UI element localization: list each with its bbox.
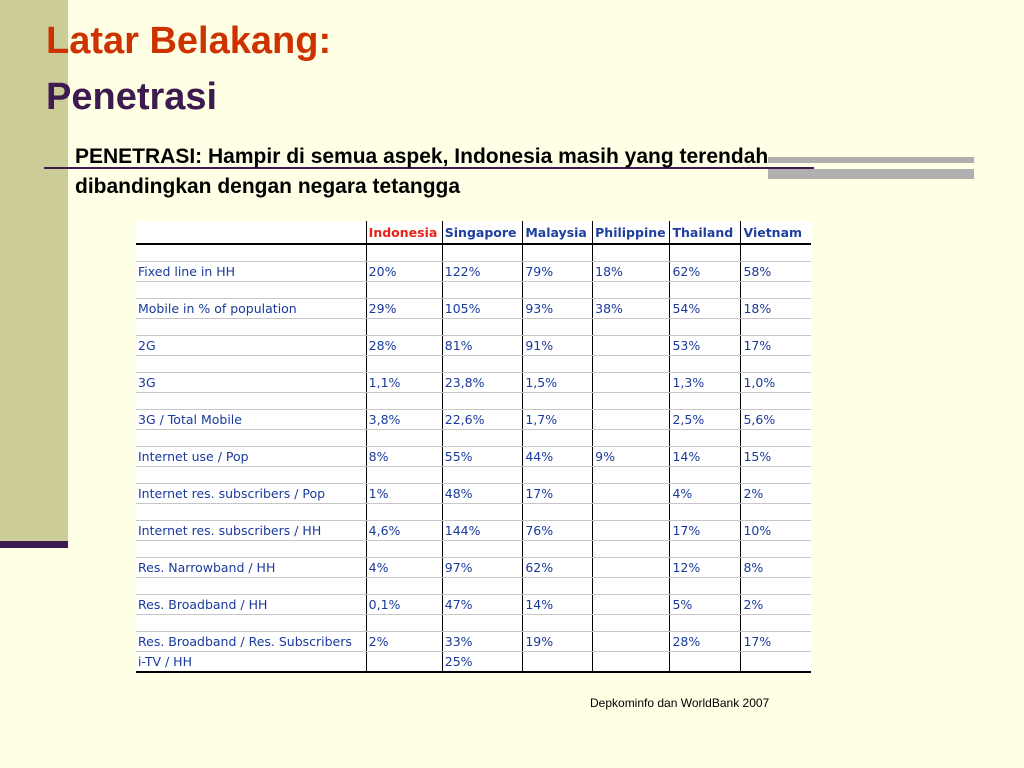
row-label: Res. Broadband / HH: [136, 595, 366, 615]
empty-cell: [442, 244, 523, 262]
header-singapore: Singapore: [442, 221, 523, 244]
cell-malaysia: 1,5%: [523, 373, 593, 393]
cell-vietnam: 15%: [741, 447, 811, 467]
cell-vietnam: 18%: [741, 299, 811, 319]
empty-cell: [670, 467, 741, 484]
cell-singapore: 55%: [442, 447, 523, 467]
row-label: i-TV / HH: [138, 654, 192, 669]
empty-cell: [741, 319, 811, 336]
row-label: 3G / Total Mobile: [136, 410, 366, 430]
cell-malaysia: 44%: [523, 447, 593, 467]
cell-indonesia: 29%: [366, 299, 442, 319]
empty-cell: [442, 541, 523, 558]
cell-thailand: 54%: [670, 299, 741, 319]
penetration-table: [136, 221, 811, 673]
cell-philippine: [593, 484, 670, 504]
empty-cell: [670, 393, 741, 410]
cell-indonesia: 0,1%: [366, 595, 442, 615]
cell-singapore: 48%: [442, 484, 523, 504]
cell-vietnam: 17%: [741, 336, 811, 356]
row-label: Fixed line in HH: [136, 262, 366, 282]
empty-cell: [523, 356, 593, 373]
table-spacer-row: [136, 504, 811, 521]
empty-cell: [670, 319, 741, 336]
empty-cell: [523, 430, 593, 447]
slide-title-line1: Latar Belakang:: [46, 20, 332, 62]
cell-malaysia: 1,7%: [523, 410, 593, 430]
empty-cell: [136, 578, 366, 595]
empty-cell: [136, 615, 366, 632]
cell-singapore: 33%: [442, 632, 523, 652]
empty-cell: [523, 578, 593, 595]
cell-philippine: [593, 410, 670, 430]
cell-philippine: [593, 521, 670, 541]
empty-cell: [136, 541, 366, 558]
cell-philippine: [593, 373, 670, 393]
empty-cell: [741, 430, 811, 447]
cell-thailand: 2,5%: [670, 410, 741, 430]
cell-malaysia: 76%: [523, 521, 593, 541]
cell-thailand: [670, 652, 741, 673]
cell-philippine: [593, 632, 670, 652]
empty-cell: [136, 282, 366, 299]
header-metric: [136, 221, 366, 244]
empty-cell: [593, 541, 670, 558]
cell-indonesia: 1%: [366, 484, 442, 504]
empty-cell: [442, 615, 523, 632]
table-spacer-row: [136, 393, 811, 410]
empty-cell: [366, 244, 442, 262]
empty-cell: [741, 467, 811, 484]
cell-philippine: 38%: [593, 299, 670, 319]
table-row: [136, 652, 811, 673]
table-row: [136, 410, 811, 430]
empty-cell: [366, 319, 442, 336]
empty-cell: [366, 467, 442, 484]
cell-malaysia: 79%: [523, 262, 593, 282]
empty-cell: [136, 319, 366, 336]
empty-cell: [670, 578, 741, 595]
cell-singapore: 25%: [442, 652, 523, 673]
row-label: Internet use / Pop: [136, 447, 366, 467]
table-row: [136, 521, 811, 541]
cell-vietnam: 5,6%: [741, 410, 811, 430]
empty-cell: [670, 244, 741, 262]
cell-philippine: 18%: [593, 262, 670, 282]
empty-cell: [593, 578, 670, 595]
empty-cell: [442, 430, 523, 447]
cell-singapore: 105%: [442, 299, 523, 319]
empty-cell: [366, 615, 442, 632]
cell-singapore: 122%: [442, 262, 523, 282]
empty-cell: [136, 356, 366, 373]
row-label: Res. Broadband / Res. Subscribers: [136, 632, 366, 652]
cell-philippine: [593, 336, 670, 356]
empty-cell: [442, 319, 523, 336]
empty-cell: [366, 430, 442, 447]
header-malaysia: Malaysia: [523, 221, 593, 244]
cell-indonesia: 1,1%: [366, 373, 442, 393]
table-spacer-row: [136, 541, 811, 558]
sidebar-accent-bar: [0, 541, 68, 548]
empty-cell: [741, 504, 811, 521]
empty-cell: [741, 541, 811, 558]
empty-cell: [593, 356, 670, 373]
cell-thailand: 4%: [670, 484, 741, 504]
cell-indonesia: 20%: [366, 262, 442, 282]
empty-cell: [593, 504, 670, 521]
cell-indonesia: [366, 652, 442, 673]
cell-singapore: 144%: [442, 521, 523, 541]
empty-cell: [523, 504, 593, 521]
table-row: [136, 595, 811, 615]
header-thailand: Thailand: [670, 221, 741, 244]
table-spacer-row: [136, 430, 811, 447]
table-row: [136, 299, 811, 319]
cell-thailand: 53%: [670, 336, 741, 356]
row-label: 3G: [136, 373, 366, 393]
cell-singapore: 81%: [442, 336, 523, 356]
slide-title-line2: Penetrasi: [46, 76, 218, 118]
empty-cell: [366, 393, 442, 410]
table-row: [136, 447, 811, 467]
empty-cell: [366, 504, 442, 521]
empty-cell: [593, 467, 670, 484]
table-spacer-row: [136, 319, 811, 336]
empty-cell: [442, 393, 523, 410]
cell-indonesia: 8%: [366, 447, 442, 467]
cell-indonesia: 3,8%: [366, 410, 442, 430]
cell-vietnam: 58%: [741, 262, 811, 282]
table-row: [136, 558, 811, 578]
table-spacer-row: [136, 578, 811, 595]
empty-cell: [523, 244, 593, 262]
row-label: Internet res. subscribers / Pop: [136, 484, 366, 504]
row-label: Mobile in % of population: [136, 299, 366, 319]
empty-cell: [523, 541, 593, 558]
cell-vietnam: 2%: [741, 484, 811, 504]
empty-cell: [741, 615, 811, 632]
cell-indonesia: 4,6%: [366, 521, 442, 541]
cell-malaysia: 91%: [523, 336, 593, 356]
empty-cell: [136, 430, 366, 447]
empty-cell: [741, 578, 811, 595]
cell-malaysia: 19%: [523, 632, 593, 652]
table-spacer-row: [136, 282, 811, 299]
table-header-row: [136, 221, 811, 244]
cell-vietnam: 10%: [741, 521, 811, 541]
empty-cell: [741, 356, 811, 373]
cell-malaysia: 14%: [523, 595, 593, 615]
cell-thailand: 1,3%: [670, 373, 741, 393]
cell-malaysia: 93%: [523, 299, 593, 319]
empty-cell: [136, 244, 366, 262]
empty-cell: [136, 393, 366, 410]
empty-cell: [593, 615, 670, 632]
cell-thailand: 5%: [670, 595, 741, 615]
empty-cell: [593, 244, 670, 262]
empty-cell: [136, 504, 366, 521]
cell-philippine: [593, 558, 670, 578]
empty-cell: [136, 467, 366, 484]
cell-vietnam: [741, 652, 811, 673]
cell-malaysia: 17%: [523, 484, 593, 504]
table-spacer-row: [136, 467, 811, 484]
empty-cell: [741, 282, 811, 299]
empty-cell: [523, 282, 593, 299]
empty-cell: [523, 393, 593, 410]
cell-vietnam: 2%: [741, 595, 811, 615]
empty-cell: [523, 467, 593, 484]
empty-cell: [366, 541, 442, 558]
cell-thailand: 28%: [670, 632, 741, 652]
empty-cell: [670, 282, 741, 299]
empty-cell: [741, 244, 811, 262]
cell-philippine: 9%: [593, 447, 670, 467]
cell-philippine: [593, 595, 670, 615]
cell-philippine: [593, 652, 670, 673]
cell-indonesia: 28%: [366, 336, 442, 356]
empty-cell: [442, 467, 523, 484]
empty-cell: [670, 504, 741, 521]
empty-cell: [442, 504, 523, 521]
cell-thailand: 14%: [670, 447, 741, 467]
header-indonesia: Indonesia: [366, 221, 442, 244]
cell-singapore: 47%: [442, 595, 523, 615]
header-philippine: Philippine: [593, 221, 670, 244]
empty-cell: [670, 356, 741, 373]
cell-malaysia: 62%: [523, 558, 593, 578]
cell-singapore: 22,6%: [442, 410, 523, 430]
empty-cell: [670, 430, 741, 447]
table-row: [136, 632, 811, 652]
slide-subtitle: PENETRASI: Hampir di semua aspek, Indonesia masih yang terendah dibandingkan dengan negara tetangga: [75, 145, 769, 198]
empty-cell: [670, 541, 741, 558]
table-row: [136, 262, 811, 282]
row-label: Res. Narrowband / HH: [136, 558, 366, 578]
empty-cell: [593, 319, 670, 336]
table-row: [136, 373, 811, 393]
empty-cell: [593, 430, 670, 447]
empty-cell: [366, 578, 442, 595]
empty-cell: [442, 282, 523, 299]
empty-cell: [366, 282, 442, 299]
cell-vietnam: 1,0%: [741, 373, 811, 393]
cell-indonesia: 4%: [366, 558, 442, 578]
cell-singapore: 97%: [442, 558, 523, 578]
empty-cell: [593, 393, 670, 410]
source-citation: Depkominfo dan WorldBank 2007: [590, 696, 770, 710]
cell-vietnam: 17%: [741, 632, 811, 652]
cell-singapore: 23,8%: [442, 373, 523, 393]
table-spacer-row: [136, 244, 811, 262]
empty-cell: [523, 615, 593, 632]
empty-cell: [442, 356, 523, 373]
empty-cell: [670, 615, 741, 632]
table-spacer-row: [136, 356, 811, 373]
cell-malaysia: [523, 652, 593, 673]
cell-thailand: 17%: [670, 521, 741, 541]
table-row: [136, 336, 811, 356]
cell-thailand: 12%: [670, 558, 741, 578]
empty-cell: [593, 282, 670, 299]
table-spacer-row: [136, 615, 811, 632]
header-vietnam: Vietnam: [741, 221, 811, 244]
table-row: [136, 484, 811, 504]
cell-thailand: 62%: [670, 262, 741, 282]
row-label: 2G: [136, 336, 366, 356]
empty-cell: [442, 578, 523, 595]
cell-vietnam: 8%: [741, 558, 811, 578]
empty-cell: [741, 393, 811, 410]
empty-cell: [523, 319, 593, 336]
cell-indonesia: 2%: [366, 632, 442, 652]
empty-cell: [366, 356, 442, 373]
row-label: Internet res. subscribers / HH: [136, 521, 366, 541]
